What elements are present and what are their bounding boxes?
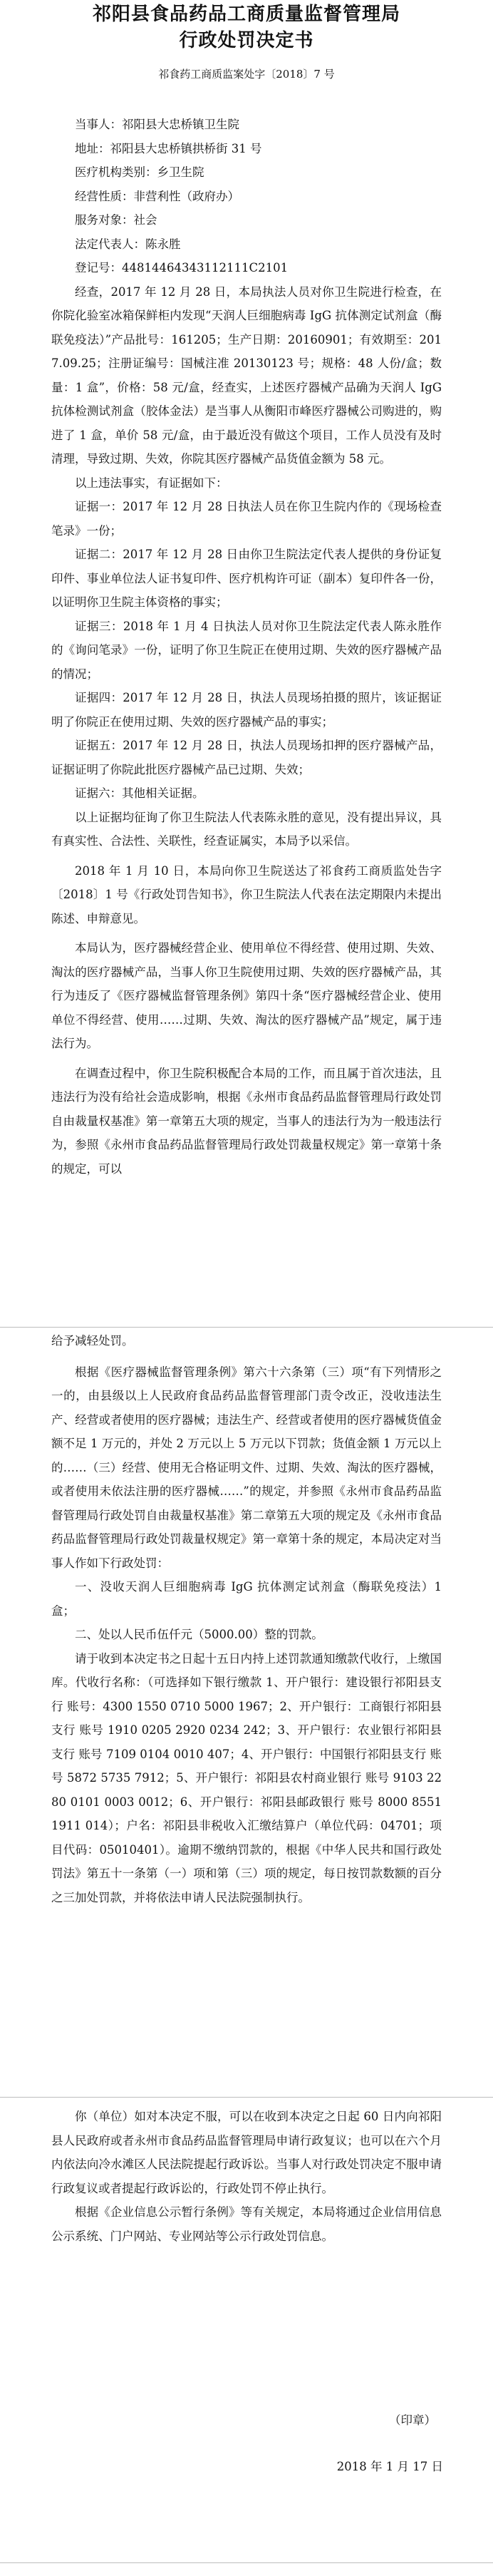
payment-paragraph: 请于收到本决定书之日起十五日内持上述罚款通知缴款代收行，上缴国库。代收行名称：（可选择如下银行缴款 1、开户银行：建设银行祁阳县支行 账号：4300 1550 0710 5000 1967；2、开户银行：工商银行祁阳县支行 账号 1910 0205 2920 0234 242；3、开户银行：农业银行祁阳县支行 账号 7109 0104 0010 407；4、开户银行：中国银行祁阳县支行 账号 5872 5735 7912；5、开户银行：祁阳县农村商业银行 账号 9103 2280 0101 0003 0012；6、开户银行：祁阳县邮政银行 账号 8000 8551 1911 014）；户名：祁阳县非税收入汇缴结算户（单位代码：04701；项目代码：05010401）。逾期不缴纳罚款的，根据《中华人民共和国行政处罚法》第五十一条第（一）项和第（三）项的规定，每日按罚款数额的百分之三加处罚款，并将依法申请人民法院强制执行。 xyxy=(51,1651,442,1904)
registration-number: 登记号：44814464343112111C2101 xyxy=(75,261,289,274)
finding-paragraph: 本局认为，医疗器械经营企业、使用单位不得经营、使用过期、失效、淘汰的医疗器械产品，当事人你卫生院使用过期、失效的医疗器械产品，其行为违反了《医疗器械监督管理条例》第四十条“医疗器械经营企业、使用单位不得经营、使用……过期、失效、淘汰的医疗器械产品”规定，属于违法行为。 xyxy=(51,941,442,1050)
evidence-intro: 以上违法事实，有证据如下： xyxy=(75,476,228,490)
institution-category: 医疗机构类别：乡卫生院 xyxy=(75,165,204,179)
legal-representative: 法定代表人：陈永胜 xyxy=(75,237,181,251)
legal-basis-paragraph: 根据《医疗器械监督管理条例》第六十六条第（三）项“有下列情形之一的，由县级以上人民政府食品药品监督管理部门责令改正，没收违法生产、经营或者使用的医疗器械；违法生产、经营或者使用的医疗器械货值金额不足 1 万元的，并处 2 万元以上 5 万元以下罚款；货值金额 1 万元以上的……（三）经营、使用无合格证明文件、过期、失效、淘汰的医疗器械，或者使用未依法注册的医疗器械……”的规定，并参照《永州市食品药品监督管理局行政处罚自由裁量权基准》第二章第五大项的规定及《永州市食品药品监督管理局行政处罚裁量权规定》第一章第十条的规定，本局决定对当事人作如下行政处罚： xyxy=(51,1365,442,1570)
publicity-paragraph: 根据《企业信息公示暂行条例》等有关规定，本局将通过企业信用信息公示系统、门户网站、专业网站等公示行政处罚信息。 xyxy=(51,2205,442,2243)
issuing-authority: 祁阳县食品药品工商质量监督管理局 xyxy=(92,4,400,25)
evidence-item: 证据一：2017 年 12 月 28 日执法人员在你卫生院内作的《现场检查笔录》一份； xyxy=(51,500,442,538)
evidence-item: 证据五：2017 年 12 月 28 日，执法人员现场扣押的医疗器械产品，证据证明了你院此批医疗器械产品已过期、失效； xyxy=(51,739,442,776)
document-type: 行政处罚决定书 xyxy=(179,30,314,51)
notice-paragraph: 2018 年 1 月 10 日，本局向你卫生院送达了祁食药工商质监处告字〔2018〕1 号《行政处罚告知书》，你卫生院法人代表在法定期限内未提出陈述、申辩意见。 xyxy=(51,863,442,925)
penalty-item: 一、没收天润人巨细胞病毒 IgG 抗体测定试剂盒（酶联免疫法）1 盒； xyxy=(51,1580,442,1618)
evidence-conclusion: 以上证据均征询了你卫生院法人代表陈永胜的意见，没有提出异议，具有真实性、合法性、关联性，经查证属实，本局予以采信。 xyxy=(51,810,442,848)
document-number: 祁食药工商质监案处字〔2018〕7 号 xyxy=(158,68,335,81)
page-2 xyxy=(0,1328,493,2098)
page-3 xyxy=(0,2098,493,2576)
operation-nature: 经营性质：非营利性（政府办） xyxy=(75,189,239,203)
party-info xyxy=(51,113,442,280)
penalty-item: 二、处以人民币伍仟元（5000.00）整的罚款。 xyxy=(75,1628,323,1641)
party-name: 当事人：祁阳县大忠桥镇卫生院 xyxy=(75,118,239,131)
service-target: 服务对象：社会 xyxy=(75,213,157,227)
investigation-paragraph: 经查，2017 年 12 月 28 日，本局执法人员对你卫生院进行检查，在你院化验室冰箱保鲜柜内发现“天润人巨细胞病毒 IgG 抗体测定试剂盒（酶联免疫法）”产品批号：161205；生产日期：20160901；有效期至：2017.09.25；注册证编号：国械注准 20130123 号；规格：48 人份/盒；数量：1 盒”，价格：58 元/盒，经查实，上述医疗器械产品确为天润人 IgG 抗体检测试剂盒（胶体金法）是当事人从衡阳市峰医疗器械公司购进的，购进了 1 盒，单价 58 元/盒，由于最近没有做这个项目，工作人员没有及时清理，导致过期、失效，你院其医疗器械产品货值金额为 58 元。 xyxy=(51,284,442,466)
document-title xyxy=(51,1,442,54)
mitigation-continued: 给予减轻处罚。 xyxy=(51,1334,134,1348)
decision-date: 2018 年 1 月 17 日 xyxy=(336,2460,443,2473)
evidence-item: 证据六：其他相关证据。 xyxy=(75,786,204,800)
evidence-item: 证据二：2017 年 12 月 28 日由你卫生院法定代表人提供的身份证复印件、事业单位法人证书复印件、医疗机构许可证（副本）复印件各一份，以证明你卫生院主体资格的事实； xyxy=(51,548,442,609)
official-seal-label: （印章） xyxy=(389,2413,436,2427)
appeal-paragraph: 你（单位）如对本决定不服，可以在收到本决定之日起 60 日内向祁阳县人民政府或者永州市食品药品监督管理局申请行政复议；也可以在六个月内依法向冷水滩区人民法院提起行政诉讼。当事人对行政处罚决定不服申请行政复议或者提起行政诉讼的，行政处罚不停止执行。 xyxy=(51,2110,442,2195)
evidence-item: 证据三：2018 年 1 月 4 日执法人员对你卫生院法定代表人陈永胜作的《询问笔录》一份，证明了你卫生院正在使用过期、失效的医疗器械产品的情况； xyxy=(51,619,442,681)
page-bottom-rule xyxy=(0,2562,493,2563)
evidence-item: 证据四：2017 年 12 月 28 日，执法人员现场拍摄的照片，该证据证明了你院正在使用过期、失效的医疗器械产品的事实； xyxy=(51,691,442,729)
mitigation-paragraph: 在调查过程中，你卫生院积极配合本局的工作，而且属于首次违法，且违法行为没有给社会造成影响，根据《永州市食品药品监督管理局行政处罚自由裁量权基准》第一章第五大项的规定，当事人的违法行为为一般违法行为，参照《永州市食品药品监督管理局行政处罚裁量权规定》第一章第十条的规定，可以 xyxy=(51,1066,442,1176)
party-address: 地址：祁阳县大忠桥镇拱桥街 31 号 xyxy=(75,141,262,155)
